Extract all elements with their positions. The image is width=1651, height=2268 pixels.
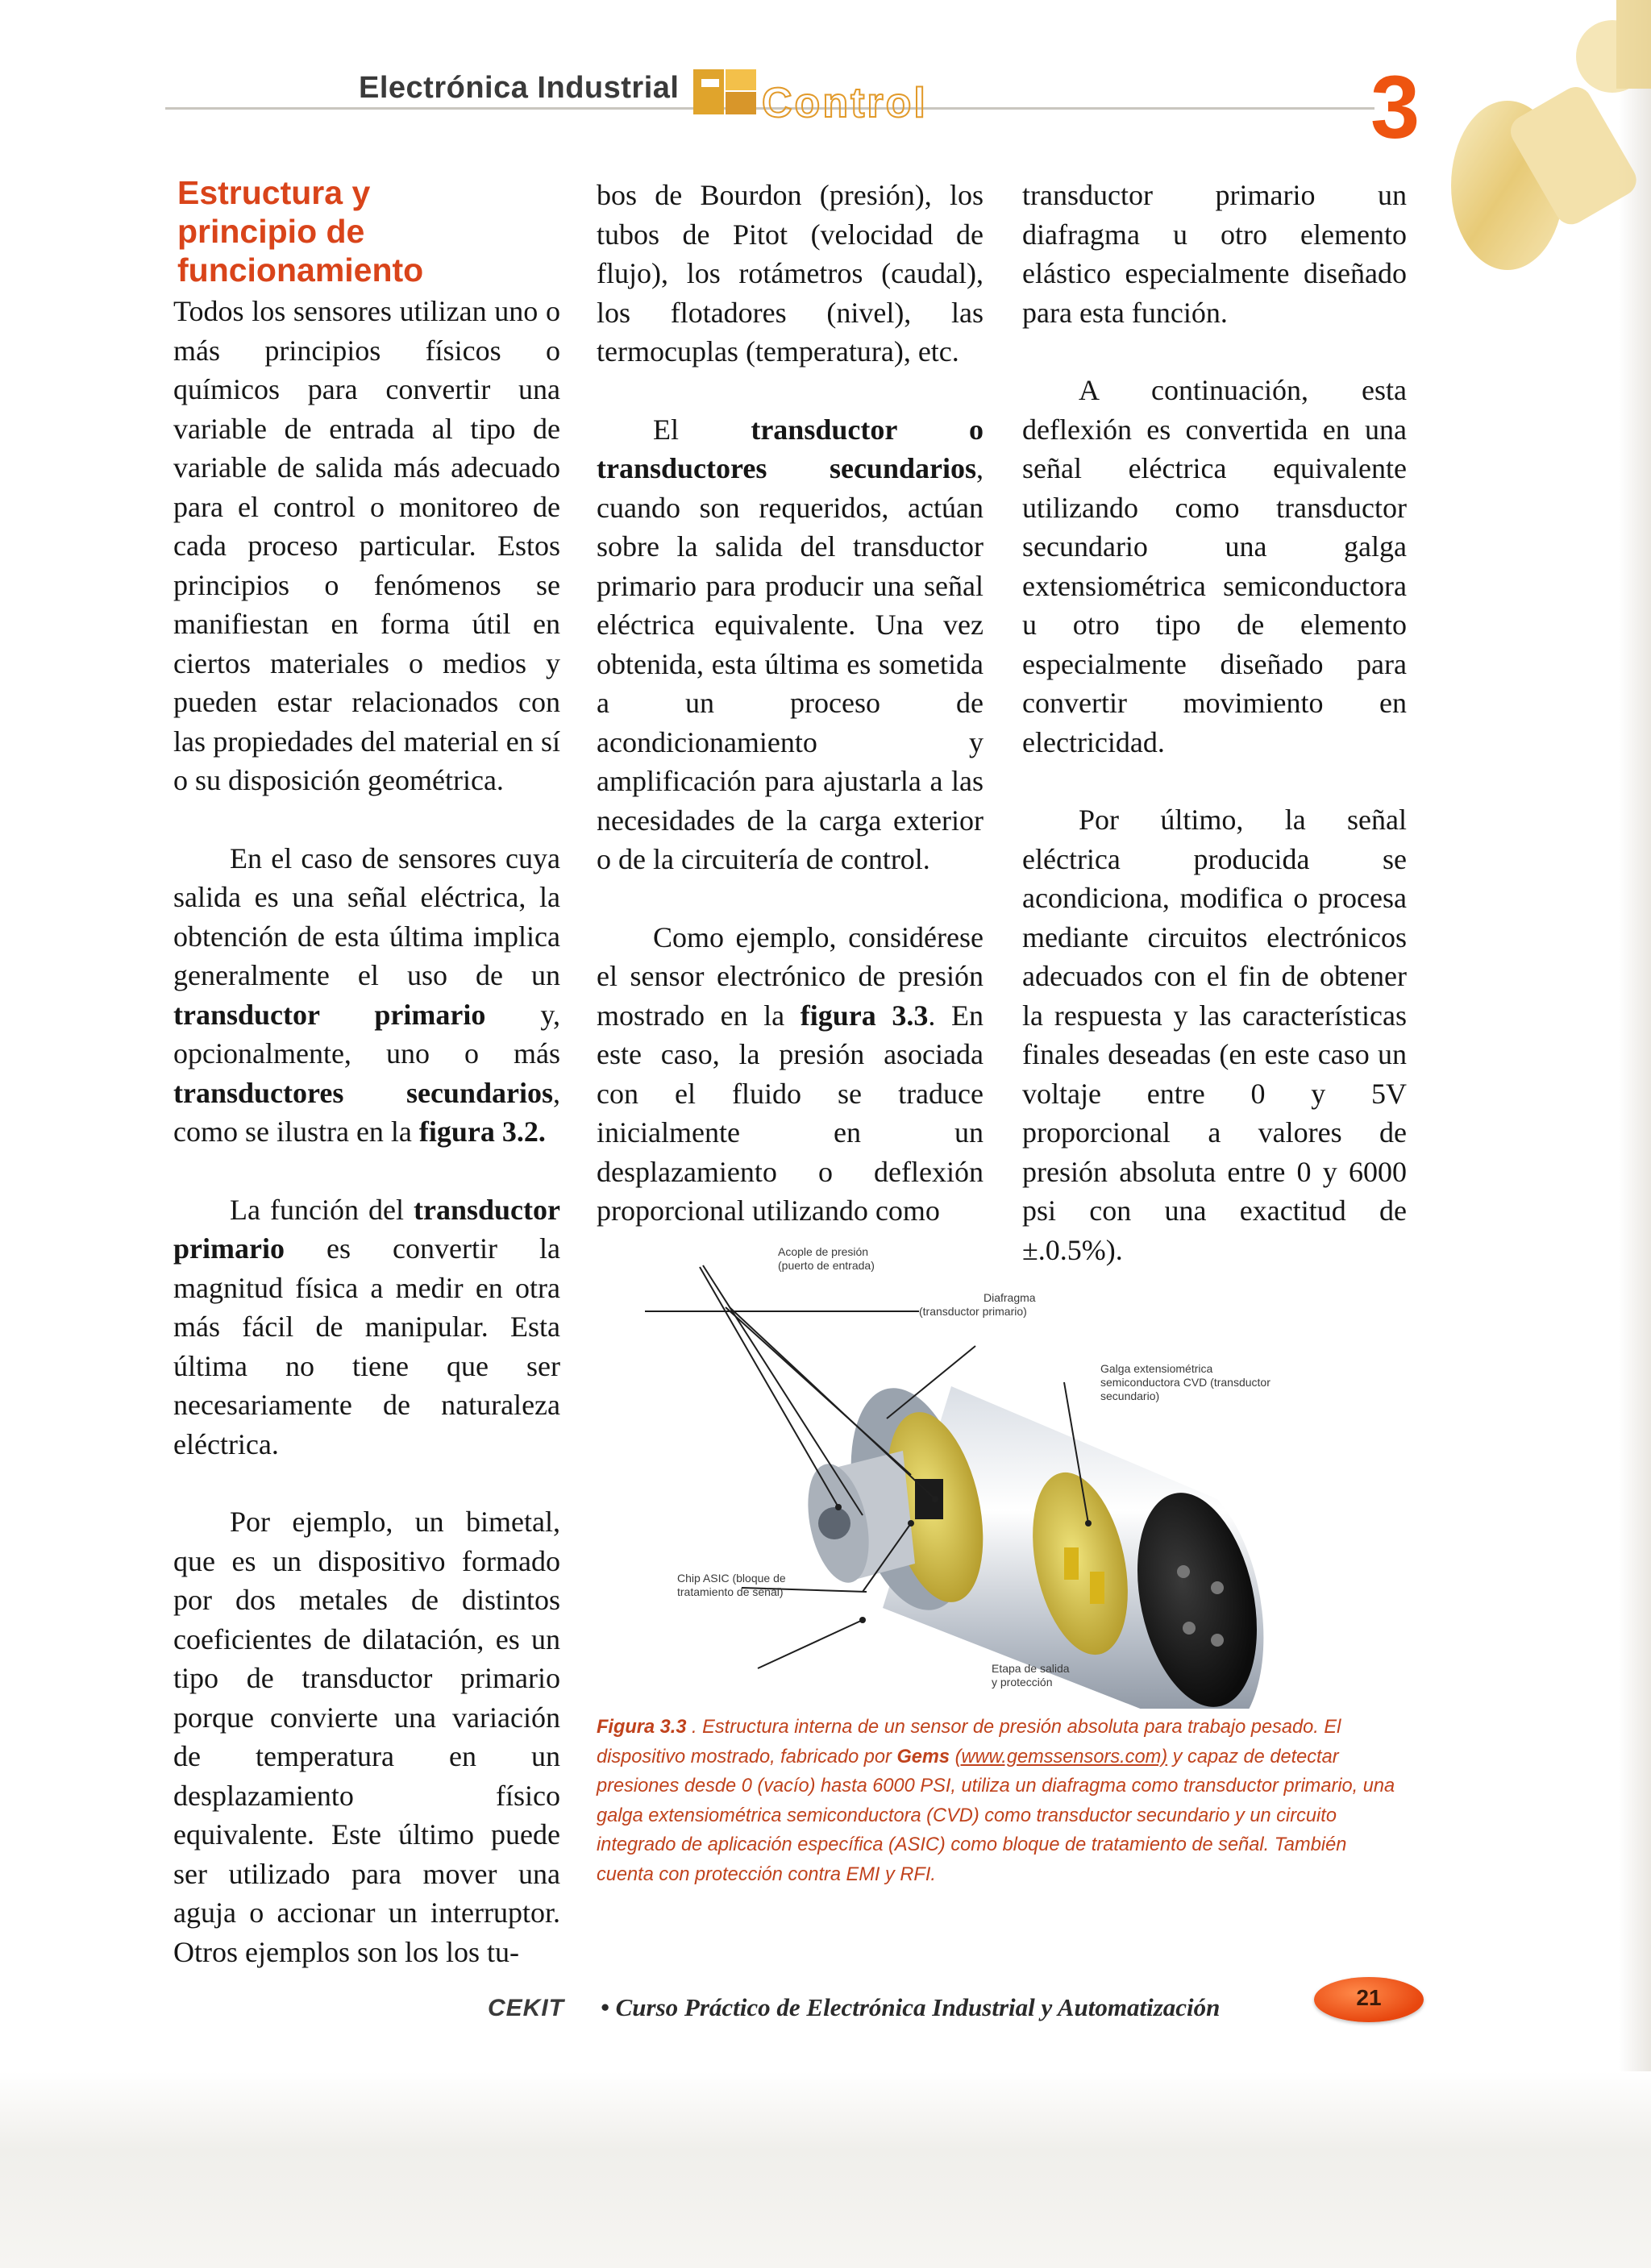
paragraph: bos de Bourdon (presión), los tubos de Pitot (velocidad de flujo), los rotámetros (caudal), los flotadores (nivel), las termocuplas (temperatura), etc. <box>597 179 984 368</box>
paragraph: Por último, la señal eléctrica producida se acondiciona, modifica o procesa mediante circuitos electrónicos adecuados con el fin de obtener la respuesta y las características finales deseadas (en este caso un voltaje entre 0 y 5V proporcional a valores de presión absoluta entre 0 y 6000 psi con una exactitud de ±.0.5%). <box>1022 804 1407 1266</box>
text-run: , como se ilustra en la <box>173 1076 560 1148</box>
caption-url-link[interactable]: (www.gemssensors.com) <box>954 1746 1168 1767</box>
figure-caption <box>597 1713 1403 1889</box>
label-line: Chip ASIC (bloque de <box>677 1572 786 1585</box>
connector-decoration-icon <box>1443 0 1651 282</box>
figure-reference: figura 3.3 <box>800 999 929 1032</box>
label-line: Acople de presión <box>778 1245 869 1258</box>
text-run: . En este caso, la presión asociada con el fluido se traduce inicialmente en un desplazamiento o deflexión proporcional utilizando como <box>597 999 984 1227</box>
text-run: es convertir la magnitud física a medir en otra más fácil de manipular. Esta última no tiene que ser necesariamente de naturaleza eléctrica. <box>173 1232 560 1460</box>
text-run: La función del <box>230 1193 414 1226</box>
text-run: Como ejemplo, considérese el sensor electrónico de presión mostrado en la <box>597 920 984 1032</box>
control-logo-icon <box>693 63 758 127</box>
label-line: Diafragma <box>984 1291 1036 1304</box>
paragraph <box>597 918 984 1231</box>
paragraph: A continuación, esta deflexión es convertida en una señal eléctrica equivalente utilizando como transductor secundario una galga extensiométrica semiconductora u otro tipo de elemento especialmente diseñado para convertir movimiento en electricidad. <box>1022 374 1407 758</box>
paragraph <box>173 839 560 1152</box>
paragraph: Por ejemplo, un bimetal, que es un dispositivo formado por dos metales de distintos coeficientes de dilatación, es un tipo de transductor primario porque convierte una variación de temperatura en un desplazamiento físico equivalente. Este último puede ser utilizado para mover una aguja o accionar un interruptor. Otros ejemplos son los los tu- <box>173 1506 560 1968</box>
figure-3-3 <box>597 1233 1403 1709</box>
label-salida <box>992 1662 1070 1689</box>
label-line: (puerto de entrada) <box>778 1259 875 1272</box>
text-run: El <box>653 413 751 446</box>
footer-course-title: • Curso Práctico de Electrónica Industrial y Automatización <box>601 1993 1221 2021</box>
label-line: Etapa de salida <box>992 1662 1070 1675</box>
bold-term: transductor o transductores secundarios <box>597 413 984 484</box>
paragraph: Todos los sensores utilizan uno o más principios físicos o químicos para convertir una variable de entrada al tipo de variable de salida más adecuado para el control o monitoreo de cada proceso particular. Estos principios o fenómenos se manifiestan en forma útil en ciertos materiales o medios y pueden estar relacionados con las propiedades del material en sí o su disposición geométrica. <box>173 295 560 796</box>
bold-term: transductor primario <box>173 998 486 1031</box>
chapter-number: 3 <box>1370 58 1420 157</box>
label-line: secundario) <box>1100 1389 1160 1402</box>
header-title: Electrónica Industrial <box>359 71 680 105</box>
label-line: y protección <box>992 1676 1053 1689</box>
paragraph <box>173 1190 560 1464</box>
text-run: , cuando son requeridos, actúan sobre la salida del transductor primario para producir una señal eléctrica equivalente. Una vez obtenida, esta última es sometida a un proceso de acondicionamiento y amplificación para ajustarla a las necesidades de la carga exterior o de la circuitería de control. <box>597 452 984 875</box>
label-acople <box>778 1245 875 1273</box>
section-heading: Estructura y principio de funcionamiento <box>177 174 424 289</box>
text-column-2 <box>597 176 984 1231</box>
bold-term: transductores secundarios <box>173 1076 553 1109</box>
page-edge-shadow <box>1619 0 1651 2268</box>
caption-text: y capaz de detectar presiones desde 0 (vacío) hasta 6000 PSI, utiliza un diafragma como transductor primario, una galga extensiométrica semiconductora (CVD) como transductor secundario y un circuito integrado de aplicación específica (ASIC) como bloque de tratamiento de señal. También cuenta con protección contra EMI y RFI. <box>597 1746 1395 1885</box>
caption-label: Figura 3.3 <box>597 1717 687 1738</box>
text-column-3 <box>1022 176 1407 1269</box>
figure-reference: figura 3.2. <box>418 1115 546 1148</box>
label-line: Galga extensiométrica <box>1100 1362 1213 1375</box>
label-diafragma <box>919 1291 1036 1319</box>
paragraph: transductor primario un diafragma u otro elemento elástico especialmente diseñado para esta función. <box>1022 179 1407 329</box>
caption-text: . Estructura interna de un sensor de presión absoluta para trabajo pesado. El dispositivo mostrado, fabricado por <box>597 1717 1341 1767</box>
page-number: 21 <box>1356 1985 1382 2010</box>
text-run: En el caso de sensores cuya salida es una señal eléctrica, la obtención de esta última implica generalmente el uso de un <box>173 841 560 991</box>
label-asic <box>677 1572 786 1599</box>
cekit-logo: CEKIT <box>488 1995 564 2021</box>
label-line: (transductor primario) <box>919 1305 1027 1318</box>
label-line: tratamiento de señal) <box>677 1585 784 1598</box>
bold-term: transductor primario <box>173 1193 560 1265</box>
paragraph <box>597 410 984 879</box>
caption-brand: Gems <box>896 1746 950 1767</box>
text-column-1 <box>173 292 560 1971</box>
control-logo-word: Control <box>762 80 928 127</box>
label-galga <box>1100 1362 1270 1403</box>
page-bottom-shadow <box>0 2071 1651 2268</box>
label-line: semiconductora CVD (transductor <box>1100 1376 1270 1389</box>
text-run: y, opcionalmente, uno o más <box>173 998 560 1070</box>
